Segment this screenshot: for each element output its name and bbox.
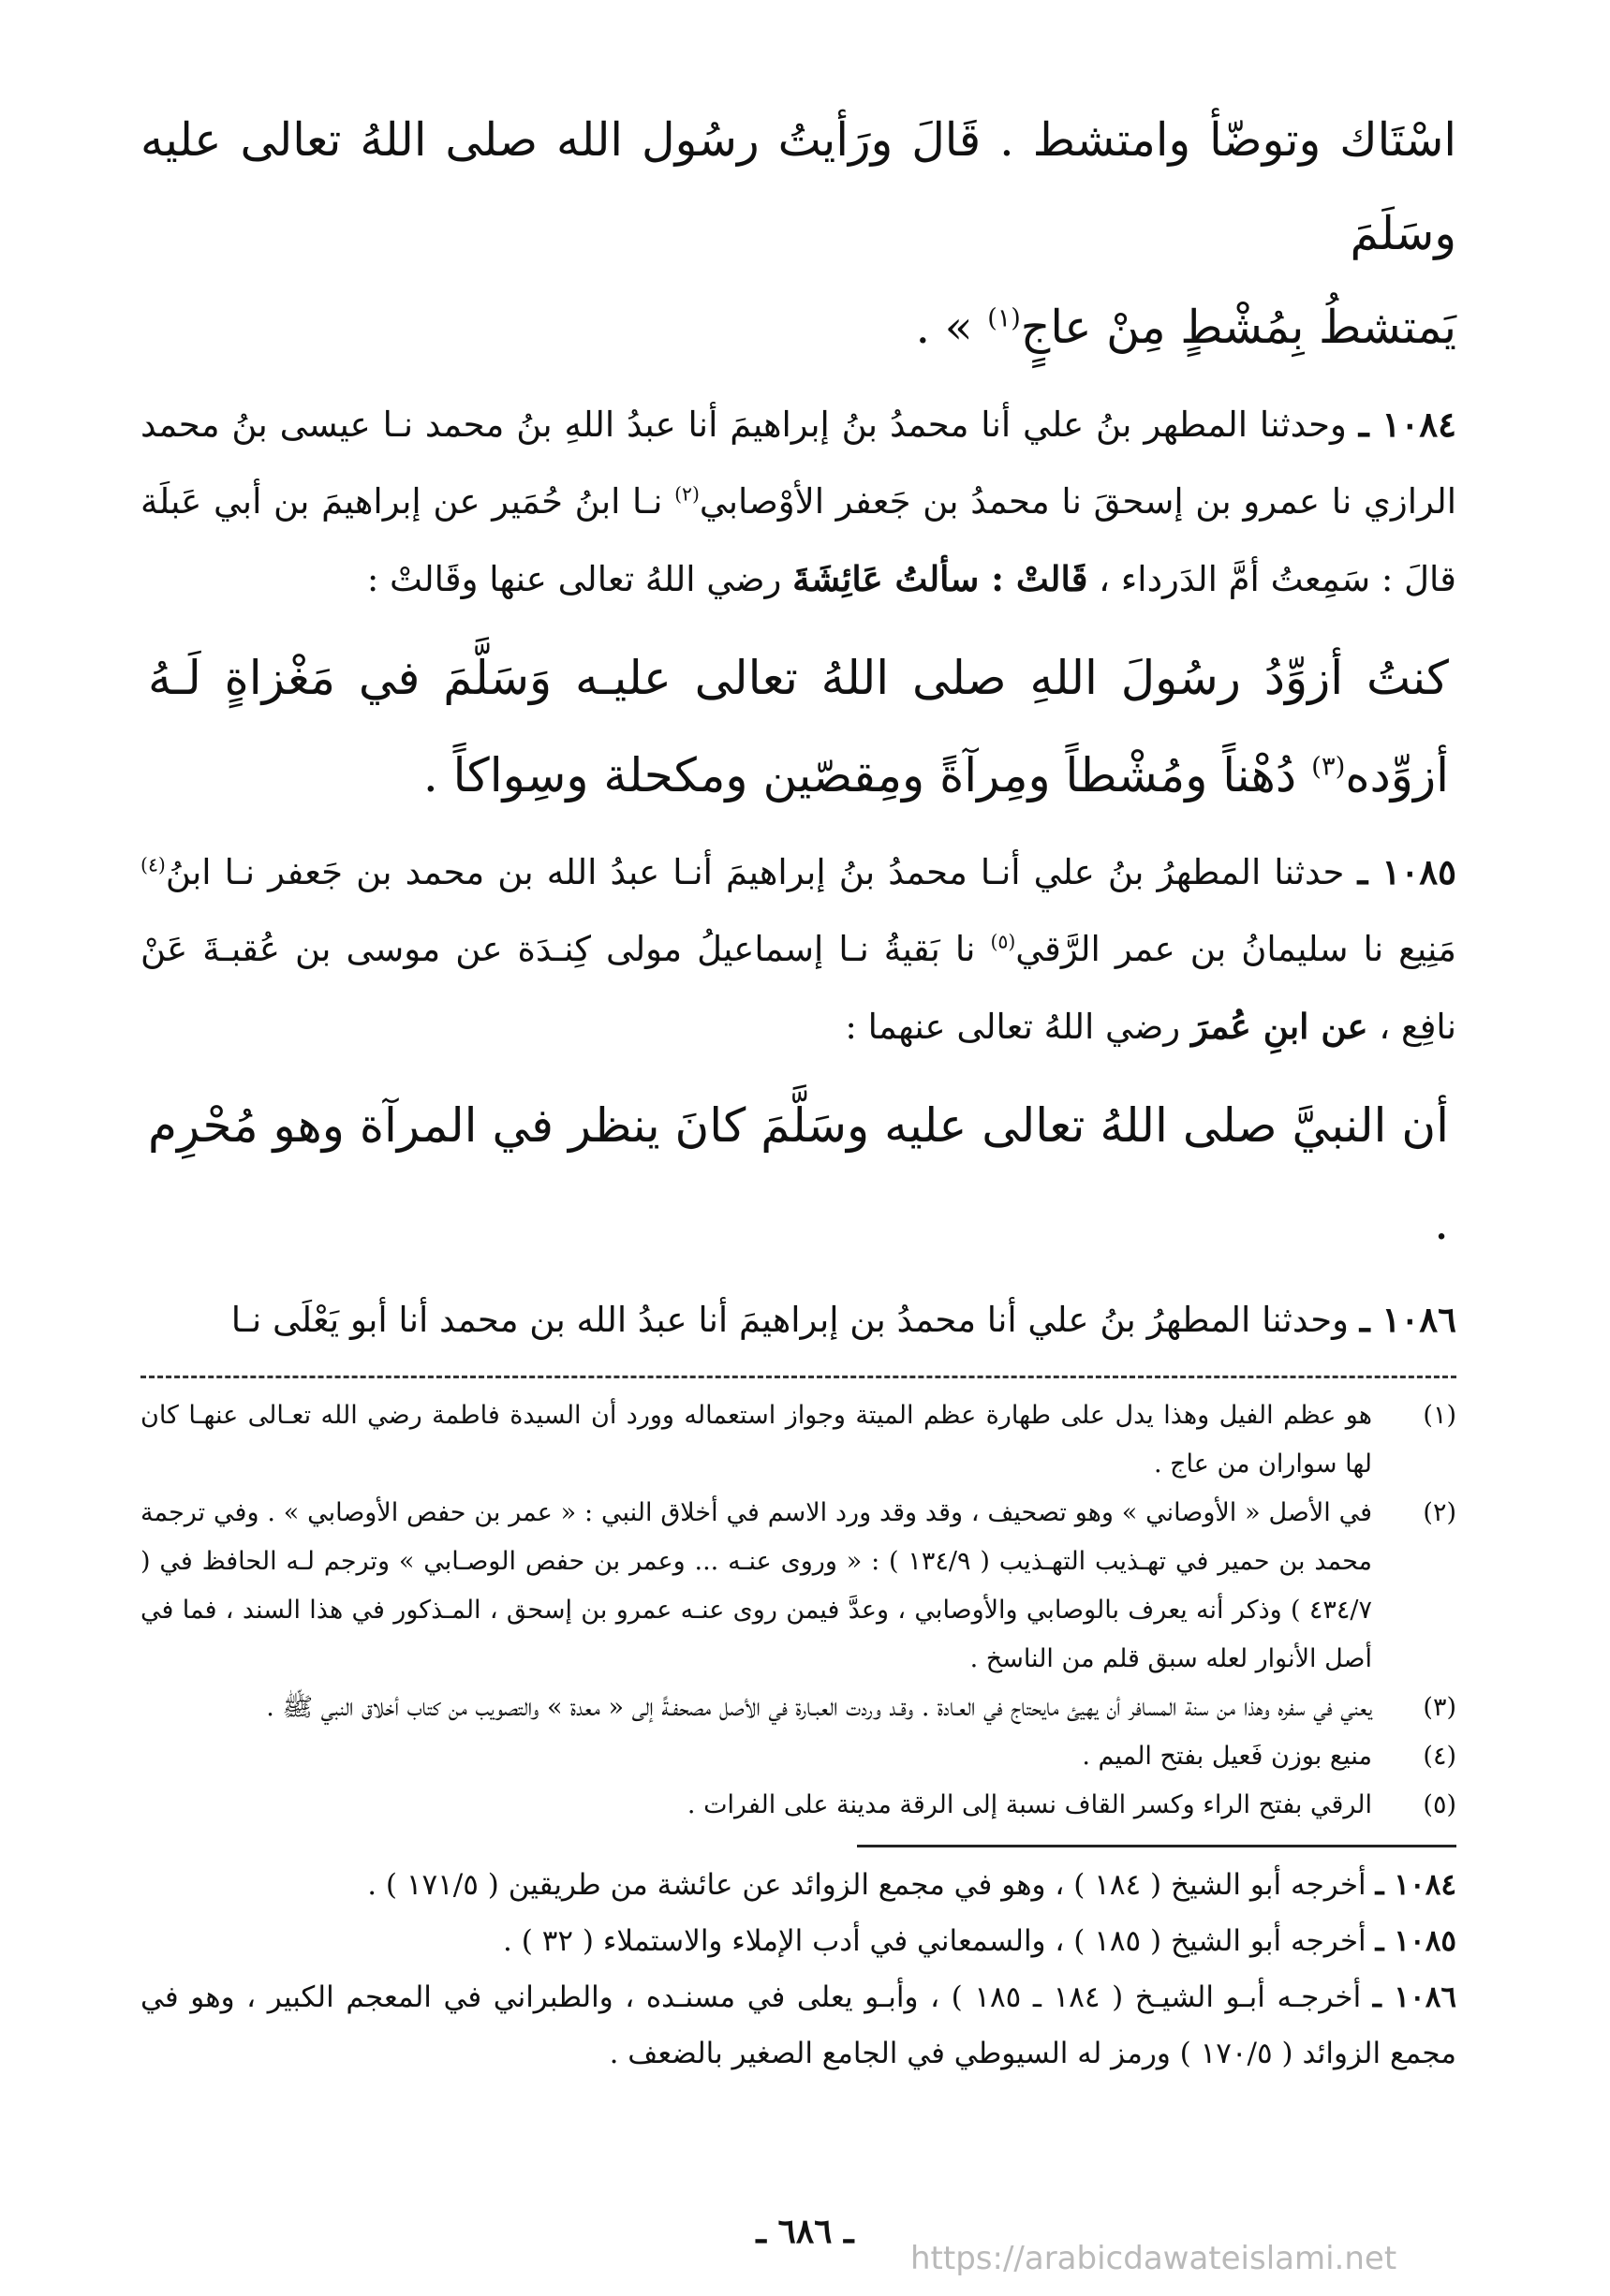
isnad-text: وحدثنا المطهرُ بنُ علي أنا محمدُ بن إبراهيمَ أنا عبدُ الله بن محمد أنا أبو يَعْلَى نـا	[230, 1300, 1360, 1340]
intro-line-1: اسْتَاك وتوضّأ وامتشط . قَالَ ورَأيتُ رسُول الله صلى اللهُ تعالى عليه وسَلَمَ	[140, 113, 1456, 260]
hadith-number: ١٠٨٦ ـ	[1359, 1299, 1456, 1340]
hadith-number: ١٠٨٤ ـ	[1358, 404, 1456, 445]
footnote: (٤) منيع بوزن فَعيل بفتح الميم .	[1082, 1742, 1456, 1771]
isnad-text: مَنِيع نا سليمانُ بن عمر الرَّقي	[1015, 929, 1456, 969]
takhrij-entry: ١٠٨٤ ـ أخرجه أبو الشيخ ( ١٨٤ ) ، وهو في مجمع الزوائد عن عائشة من طريقين ( ١٧١/٥ ) .	[367, 1868, 1456, 1902]
footnote-ref-2: (٢)	[674, 482, 700, 506]
takhrij-entry: ١٠٨٥ ـ أخرجه أبو الشيخ ( ١٨٥ ) ، والسمعاني في أدب الإملاء والاستملاء ( ٣٢ ) .	[503, 1924, 1456, 1958]
takhrij-entry: ١٠٨٦ ـ أخرجـه أبـو الشيـخ ( ١٨٤ ـ ١٨٥ ) ، وأبـو يعلى في مسنـده ، والطبراني في المعجم الكبير ، وهو في مجمع الزوائد ( ١٧٠/٥ ) ورمز له السيوطي في الجامع الصغير بالضعف .	[140, 1980, 1457, 2070]
matn-text: كنتُ أزوِّدُ رسُولَ اللهِ صلى اللهُ تعالى عليـه وَسَلَّمَ في مَغْزاةٍ لَـهُ أزوِّده	[148, 651, 1449, 802]
hadith-number: ١٠٨٥ ـ	[1357, 851, 1456, 892]
isnad-text: نـا ابنُ حُمَير عن إبراهيمَ بن أبي عَبلَة قالَ : سَمِعتُ أمَّ الدَرداء ،	[140, 481, 1456, 599]
watermark-url: https://arabicdawateislami.net	[910, 2240, 1397, 2277]
takhrij-divider	[857, 1845, 1456, 1847]
intro-hadith-text	[140, 94, 1456, 375]
hadith-1085-matn	[140, 1077, 1456, 1272]
hadith-1085-isnad	[140, 833, 1456, 1066]
intro-line-2: يَمتشطُ بِمُشْطٍ مِنْ عاجٍ	[1020, 301, 1456, 354]
footnote: (٥) الرقي بفتح الراء وكسر القاف نسبة إلى الرقة مدينة على الفرات .	[687, 1790, 1456, 1819]
footnote-ref-4: (٤)	[140, 853, 166, 876]
footnotes	[140, 1391, 1456, 1830]
footnote-ref-5: (٥)	[990, 930, 1016, 953]
isnad-text: رضي اللهُ تعالى عنهما :	[845, 1007, 1191, 1047]
footnote: (٢) في الأصل « الأوصاني » وهو تصحيف ، وقد وقد ورد الاسم في أخلاق النبي : « عمر بن حفص الأوصابي » . وفي ترجمة محمد بن حمير في تهـذيب التهـذيب ( ١٣٤/٩ ) : « وروى عنـه ... وعمر بن حفص الوصـابي » وترجم لـه الحافظ في ( ٤٣٤/٧ ) وذكر أنه يعرف بالوصابي والأوصابي ، وعدَّ فيمن روى عنـه عمرو بن إسحق ، المـذكور في هذا السند ، فما في أصل الأنوار لعله سبق قلم من الناسخ .	[140, 1498, 1456, 1673]
page-number: ـ ٦٨٦ ـ	[756, 2212, 854, 2251]
isnad-text: حدثنا المطهرُ بنُ علي أنـا محمدُ بنُ إبراهيمَ أنـا عبدُ الله بن محمد بن جَعفر نـا ابنُ	[165, 852, 1358, 892]
footnote-ref-1: (١)	[987, 303, 1021, 333]
takhrij-section	[140, 1857, 1456, 2082]
isnad-text: رضي اللهُ تعالى عنها وقَالتْ :	[366, 559, 793, 599]
footnote-divider	[140, 1376, 1456, 1378]
footnote-ref-3: (٣)	[1311, 751, 1346, 782]
isnad-text: وحدثنا المطهر بنُ علي أنا محمدُ بنُ إبراهيمَ أنا عبدُ اللهِ بنُ محمد نـا عيسى بنُ محمد الرازي نا عمرو بن إسحقَ نا محمدُ بن جَعفر الأوْصابي	[140, 405, 1456, 522]
narrator-bold: قَالتْ : سألتُ عَائِشَةَ	[792, 558, 1088, 599]
footnote: (٣) يعني في سفره وهذا من سنة المسافر أن يهيئ مايحتاج في العـادة . وقـد وردت العبـارة في الأصل مصحفـةً إلى « معدة » والتصويب من كتاب أخلاق النبي ﷺ .	[266, 1693, 1456, 1722]
isnad-text: نا بَقيةُ نـا إسماعيلُ مولى كِنـدَة عن موسى بن عُقبـةَ عَنْ نافِع ،	[140, 929, 1456, 1047]
narrator-bold: عن ابنِ عُمرَ	[1190, 1006, 1368, 1047]
matn-text: أن النبيَّ صلى اللهُ تعالى عليه وسَلَّمَ كانَ ينظر في المرآة وهو مُحْرِم .	[148, 1098, 1449, 1250]
hadith-1086-isnad	[140, 1281, 1456, 1359]
page-content	[140, 94, 1456, 2082]
intro-line-2-end: » .	[915, 301, 988, 354]
matn-text: دُهْناً ومُشْطاً ومِرآةً ومِقصّين ومكحلة وسِواكاً .	[422, 748, 1312, 802]
footnote: (١) هو عظم الفيل وهذا يدل على طهارة عظم الميتة وجواز استعماله وورد أن السيدة فاطمة رضي الله تعـالى عنهـا كان لها سواران من عاج .	[140, 1401, 1456, 1479]
hadith-1084-matn	[140, 629, 1456, 824]
hadith-1084-isnad	[140, 386, 1456, 618]
